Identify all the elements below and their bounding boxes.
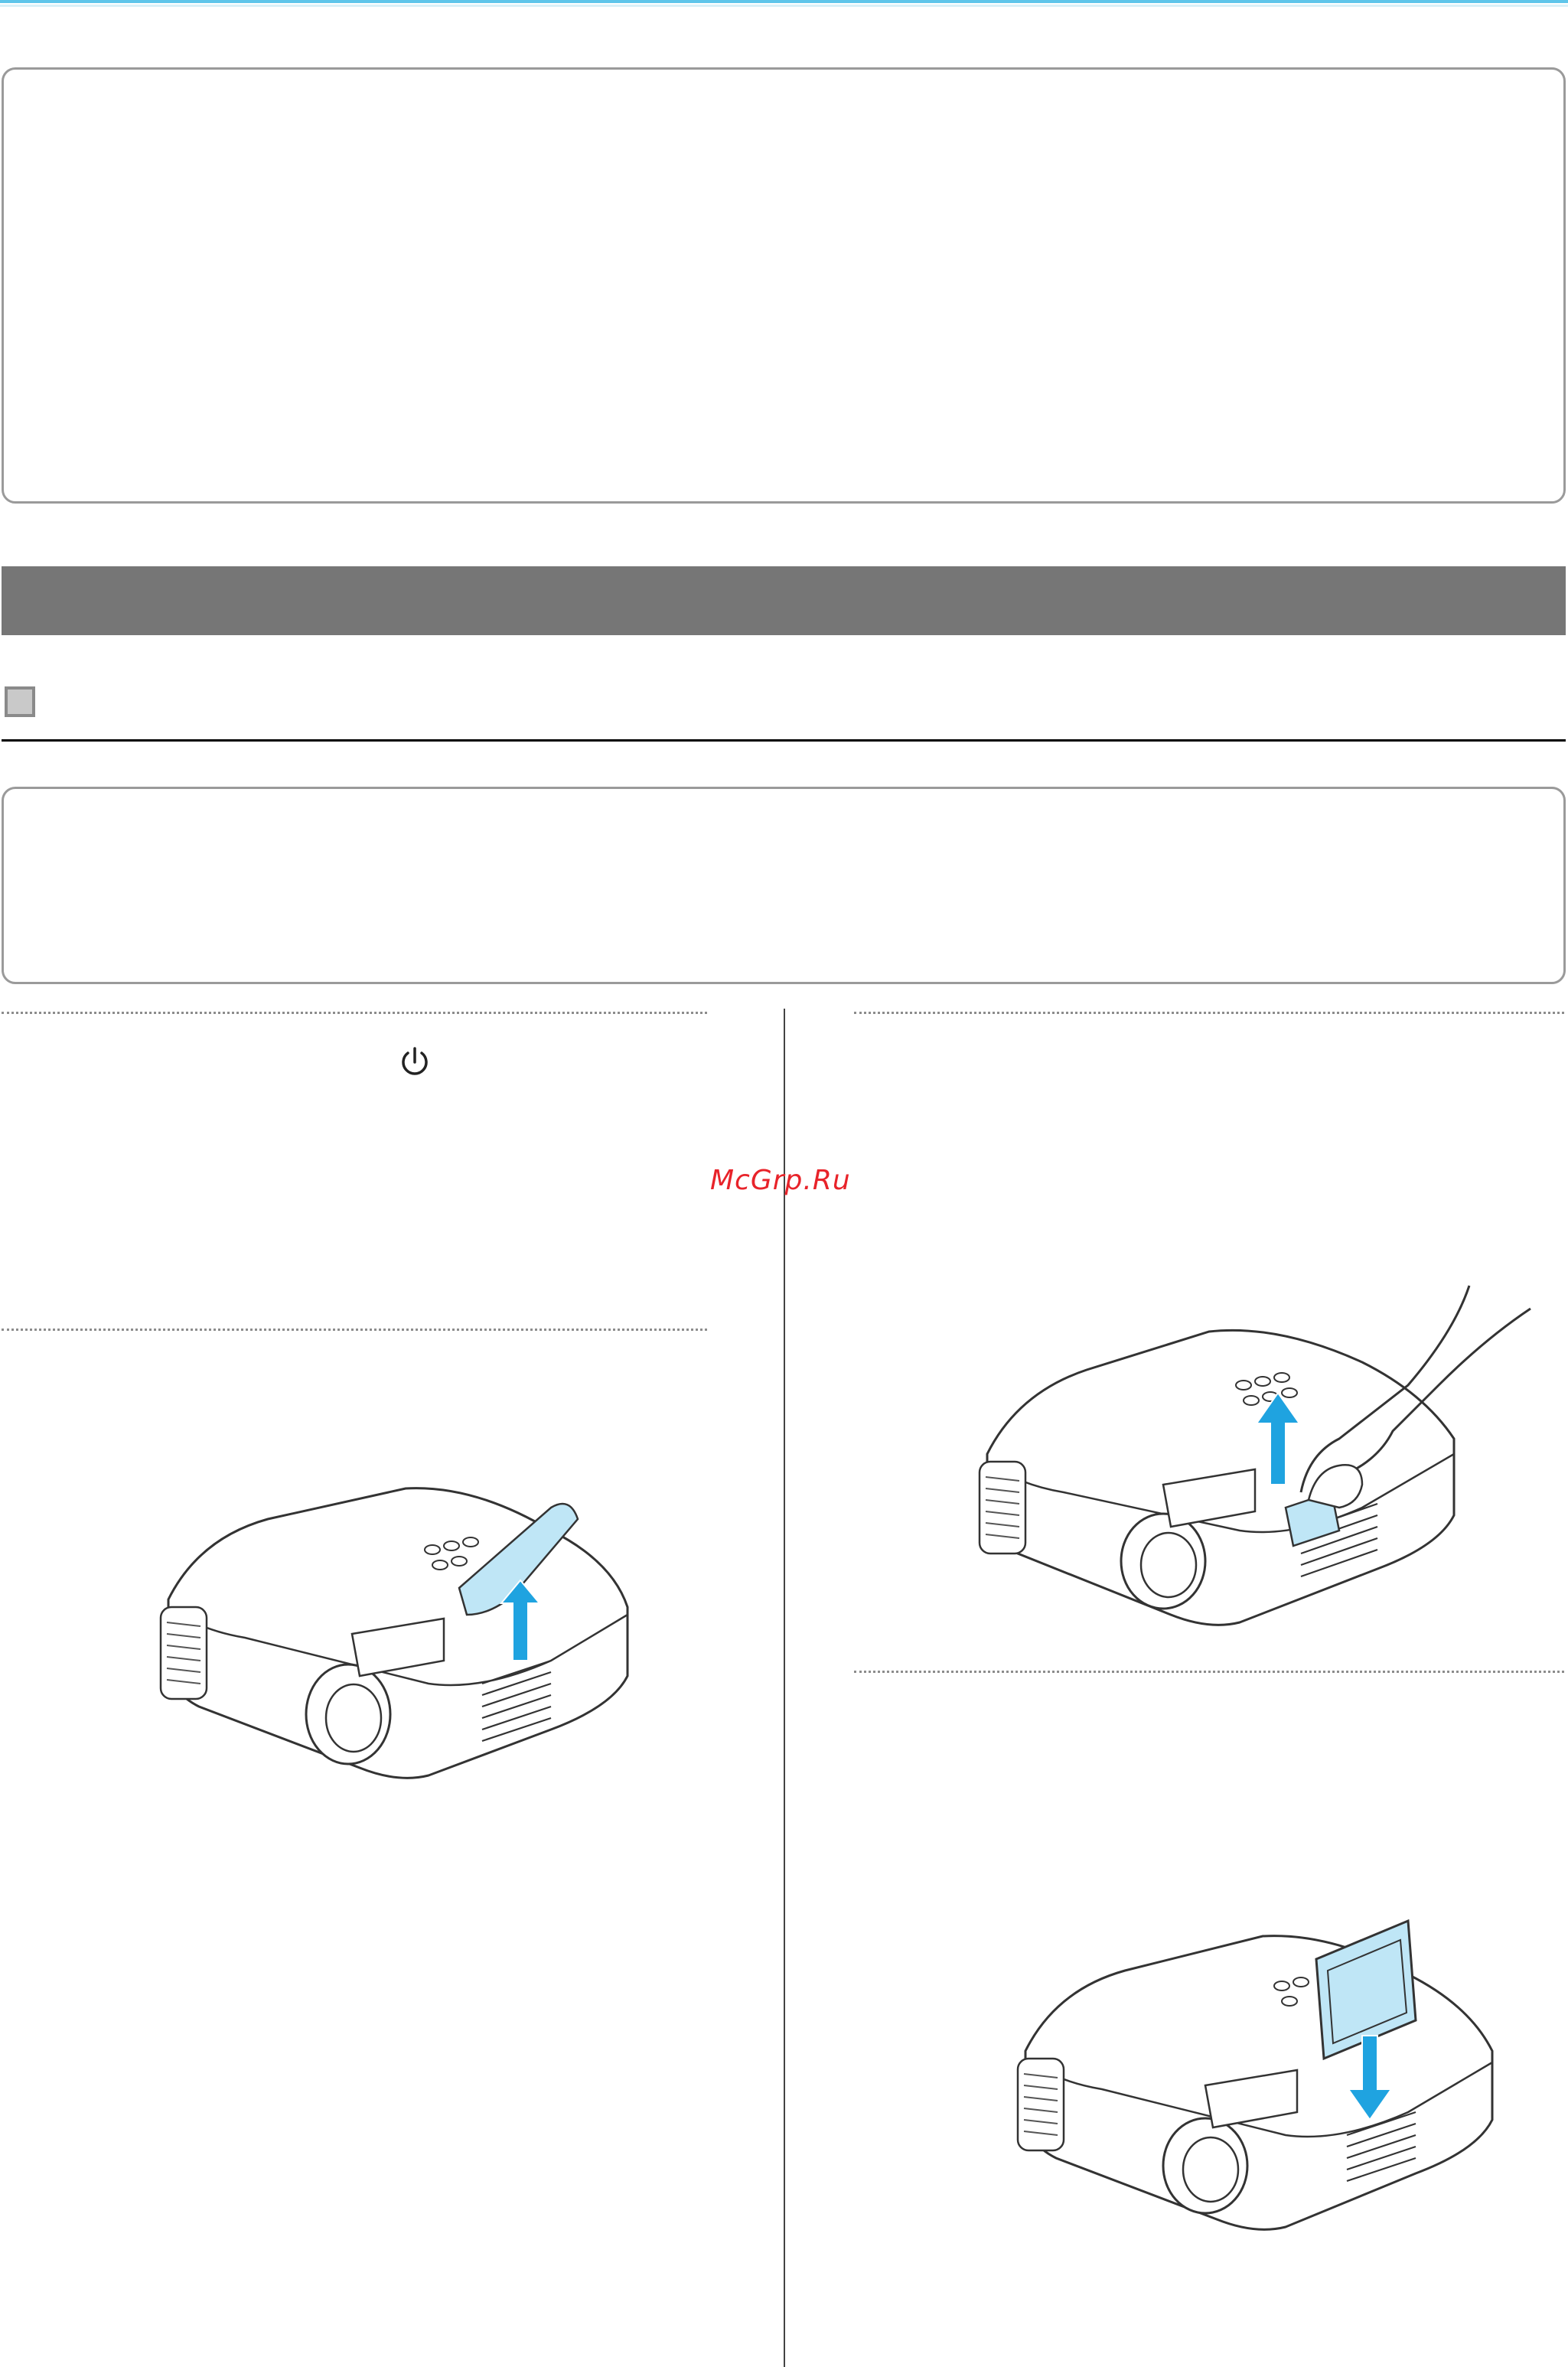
top-note-box — [2, 67, 1566, 504]
top-accent-line — [0, 0, 1568, 3]
step-separator — [2, 1329, 707, 1331]
projector-figure-filter-removal — [980, 1286, 1546, 1638]
subheading-marker — [5, 686, 35, 717]
power-icon — [398, 1045, 432, 1079]
subheading-rule — [2, 739, 1566, 742]
projector-figure-cover-open — [153, 1454, 658, 1791]
caution-note-box — [2, 787, 1566, 984]
top-accent-line-light — [0, 5, 1568, 7]
step-separator — [854, 1671, 1564, 1673]
projector-figure-filter-insert — [1018, 1898, 1538, 2242]
column-divider — [784, 1009, 785, 2367]
watermark: McGrp.Ru — [710, 1165, 851, 1196]
step-separator — [854, 1012, 1564, 1014]
section-header-bar — [2, 566, 1566, 635]
step-separator — [2, 1012, 707, 1014]
